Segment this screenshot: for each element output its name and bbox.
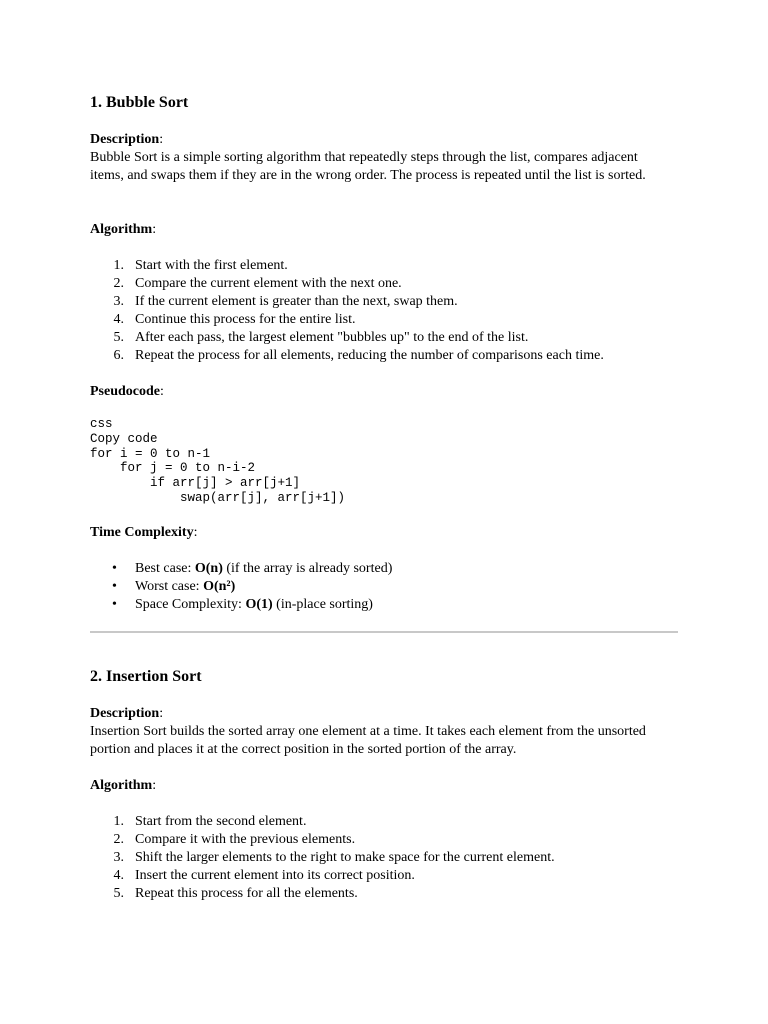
complexity-prefix: Space Complexity: (135, 597, 246, 612)
step-number: 3. (113, 294, 124, 309)
bubble-algorithm-colon: : (152, 222, 157, 237)
step-text: Start from the second element. (135, 814, 307, 829)
insertion-description-label-text: Description (90, 706, 160, 721)
step-text: Compare the current element with the next one. (135, 276, 402, 291)
algorithm-step (90, 849, 555, 867)
insertion-sort-heading: 2. Insertion Sort (90, 668, 202, 685)
section-divider (90, 631, 678, 633)
algorithm-step (90, 867, 555, 885)
insertion-algorithm-steps (90, 813, 555, 903)
algorithm-step (90, 311, 604, 329)
code-line: Copy code (90, 431, 158, 446)
step-number: 3. (113, 850, 124, 865)
insertion-description-label (90, 705, 163, 723)
complexity-suffix: (in-place sorting) (272, 597, 373, 612)
step-number: 6. (113, 348, 124, 363)
complexity-value: O(1) (245, 597, 273, 612)
step-text: Continue this process for the entire list. (135, 312, 356, 327)
step-text: Insert the current element into its correct position. (135, 868, 415, 883)
complexity-value: O(n²) (203, 579, 236, 594)
bubble-description-label-text: Description (90, 132, 160, 147)
bullet-icon: • (112, 561, 117, 576)
complexity-prefix: Best case: (135, 561, 195, 576)
algorithm-step (90, 329, 604, 347)
bubble-complexity-label (90, 524, 197, 542)
step-number: 5. (113, 886, 124, 901)
insertion-description-text: Insertion Sort builds the sorted array one element at a time. It takes each element from the unsorted portion and places it at the correct position in the sorted portion of the array. (90, 724, 646, 757)
bubble-description-text: Bubble Sort is a simple sorting algorithm that repeatedly steps through the list, compares adjacent items, and swaps them if they are in the wrong order. The process is repeated until the list is sorted. (90, 150, 646, 183)
step-number: 2. (113, 832, 124, 847)
step-text: If the current element is greater than the next, swap them. (135, 294, 458, 309)
step-text: Compare it with the previous elements. (135, 832, 356, 847)
algorithm-step (90, 347, 604, 365)
algorithm-step (90, 885, 555, 903)
step-number: 1. (113, 814, 124, 829)
step-text: Repeat this process for all the elements. (135, 886, 358, 901)
bubble-description-colon: : (159, 132, 164, 147)
bubble-pseudocode-label (90, 383, 164, 401)
algorithm-step (90, 813, 555, 831)
algorithm-step (90, 257, 604, 275)
code-line: swap(arr[j], arr[j+1]) (90, 490, 346, 505)
bubble-description-label (90, 131, 163, 149)
insertion-algorithm-label (90, 777, 156, 795)
bullet-icon: • (112, 579, 117, 594)
algorithm-step (90, 293, 604, 311)
insertion-algorithm-colon: : (152, 778, 157, 793)
bubble-algorithm-label-text: Algorithm (90, 222, 153, 237)
bubble-complexity-list (90, 560, 392, 614)
code-line: css (90, 417, 113, 431)
complexity-value: O(n) (194, 561, 223, 576)
bubble-sort-heading: 1. Bubble Sort (90, 94, 189, 111)
step-number: 5. (113, 330, 124, 345)
step-text: After each pass, the largest element "bubbles up" to the end of the list. (135, 330, 529, 345)
complexity-prefix: Worst case: (135, 579, 204, 594)
bubble-pseudocode-label-text: Pseudocode (90, 384, 160, 399)
step-text: Shift the larger elements to the right to make space for the current element. (135, 850, 555, 865)
bubble-algorithm-steps (90, 257, 604, 365)
bubble-complexity-colon: : (193, 525, 198, 540)
complexity-item (90, 560, 392, 578)
bubble-pseudocode-block (90, 417, 345, 506)
bubble-pseudocode-colon: : (160, 384, 164, 399)
step-number: 4. (113, 868, 124, 883)
code-line: if arr[j] > arr[j+1] (90, 476, 301, 491)
code-line: for i = 0 to n-1 (90, 446, 211, 461)
step-text: Start with the first element. (135, 258, 288, 273)
step-number: 4. (113, 312, 124, 327)
complexity-item (90, 578, 392, 596)
complexity-suffix: (if the array is already sorted) (222, 561, 393, 576)
insertion-description-colon: : (159, 706, 164, 721)
bubble-complexity-label-text: Time Complexity (90, 525, 194, 540)
insertion-algorithm-label-text: Algorithm (90, 778, 153, 793)
step-number: 2. (113, 276, 124, 291)
bullet-icon: • (112, 597, 117, 612)
complexity-item (90, 596, 392, 614)
step-text: Repeat the process for all elements, reducing the number of comparisons each time. (135, 348, 604, 363)
bubble-algorithm-label (90, 221, 156, 239)
algorithm-step (90, 831, 555, 849)
algorithm-step (90, 275, 604, 293)
step-number: 1. (113, 258, 124, 273)
code-line: for j = 0 to n-i-2 (90, 461, 256, 476)
